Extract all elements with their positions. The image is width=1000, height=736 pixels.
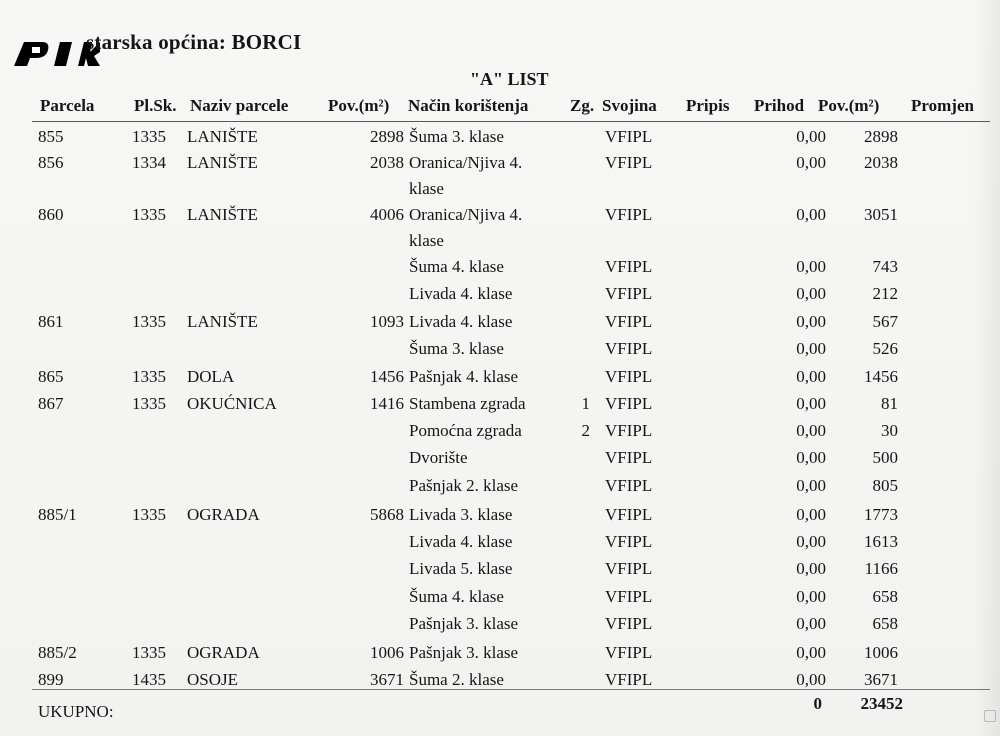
cell-naziv: OGRADA [187,643,260,662]
cell-prihod: 0,00 [796,614,826,633]
cell-prihod: 0,00 [796,448,826,467]
header-svojina: Svojina [602,96,657,115]
cell-svojina: VFIPL [605,448,653,467]
cell-pov2: 2898 [864,127,898,146]
cell-svojina: VFIPL [605,421,653,440]
cell-plsk: 1335 [132,505,166,524]
cell-nacin: Šuma 3. klase [409,339,504,358]
cell-pov2: 567 [872,312,898,331]
cell-pov2: 3051 [864,205,898,224]
cell-parcela: 885/1 [38,505,77,524]
cell-naziv: OKUĆNICA [187,394,277,413]
cell-pov: 3671 [370,670,404,689]
cell-pov: 1006 [370,643,404,662]
cell-pov2: 1773 [864,505,898,524]
cell-svojina: VFIPL [605,284,653,303]
cell-naziv: LANIŠTE [187,153,258,172]
cell-parcela: 856 [38,153,64,172]
cell-zg: 1 [581,394,590,413]
total-divider [32,689,990,690]
cell-plsk: 1335 [132,643,166,662]
cell-svojina: VFIPL [605,587,653,606]
cell-nacin: Pašnjak 3. klase [409,643,519,662]
cell-pov: 1093 [370,312,404,331]
cell-plsk: 1335 [132,312,166,331]
header-plsk: Pl.Sk. [134,96,177,115]
cell-nacin: Stambena zgrada [409,394,526,413]
cell-naziv: LANIŠTE [187,205,258,224]
cell-plsk: 1334 [132,153,166,172]
cell-pov2: 2038 [864,153,898,172]
cell-prihod: 0,00 [796,367,826,386]
cell-pov2: 3671 [864,670,898,689]
cell-parcela: 885/2 [38,643,77,662]
cell-prihod: 0,00 [796,153,826,172]
header-parcela: Parcela [40,96,95,115]
cell-svojina: VFIPL [605,505,653,524]
cell-prihod: 0,00 [796,421,826,440]
header-pripis: Pripis [686,96,730,115]
cell-svojina: VFIPL [605,339,653,358]
cell-prihod: 0,00 [796,559,826,578]
cell-svojina: VFIPL [605,205,653,224]
cell-pov2: 526 [872,339,898,358]
cell-prihod: 0,00 [796,532,826,551]
cell-pov: 1456 [370,367,404,386]
header-promjena: Promjen [911,96,974,115]
cell-nacin: Šuma 4. klase [409,587,504,606]
scan-mark-icon [984,710,996,722]
cell-nacin: Livada 3. klase [409,505,513,524]
cell-nacin: Pašnjak 2. klase [409,476,519,495]
cell-svojina: VFIPL [605,312,653,331]
total-prihod: 0 [813,694,822,713]
header-naziv: Naziv parcele [190,96,289,115]
header-prihod: Prihod [754,96,805,115]
cell-prihod: 0,00 [796,205,826,224]
cell-pov2: 500 [872,448,898,467]
cell-plsk: 1435 [132,670,166,689]
cell-nacin: Šuma 3. klase [409,127,504,146]
cell-prihod: 0,00 [796,476,826,495]
cell-prihod: 0,00 [796,505,826,524]
cell-pov: 1416 [370,394,404,413]
header-pov: Pov.(m²) [328,96,390,115]
cell-pov2: 30 [881,421,898,440]
cell-svojina: VFIPL [605,559,653,578]
cell-parcela: 865 [38,367,64,386]
cell-svojina: VFIPL [605,367,653,386]
cell-nacin: Šuma 2. klase [409,670,504,689]
cell-pov2: 1613 [864,532,898,551]
cell-nacin: Oranica/Njiva 4. [409,153,523,172]
cell-svojina: VFIPL [605,670,653,689]
cell-naziv: LANIŠTE [187,312,258,331]
cell-zg: 2 [581,421,590,440]
cell-prihod: 0,00 [796,643,826,662]
cell-pov2: 212 [872,284,898,303]
cell-parcela: 860 [38,205,64,224]
cell-prihod: 0,00 [796,339,826,358]
cell-pov: 5868 [370,505,404,524]
cell-plsk: 1335 [132,394,166,413]
cell-nacin: klase [409,231,444,250]
cell-prihod: 0,00 [796,394,826,413]
cell-prihod: 0,00 [796,587,826,606]
header-divider [32,121,990,122]
cell-pov2: 658 [872,614,898,633]
cell-nacin: Oranica/Njiva 4. [409,205,523,224]
cell-pov: 4006 [370,205,404,224]
cell-svojina: VFIPL [605,257,653,276]
cell-plsk: 1335 [132,127,166,146]
cell-svojina: VFIPL [605,614,653,633]
cell-naziv: OSOJE [187,670,239,689]
cell-svojina: VFIPL [605,476,653,495]
cell-pov2: 1006 [864,643,898,662]
cell-nacin: Livada 4. klase [409,284,513,303]
cell-pov2: 743 [872,257,898,276]
cell-pov: 2898 [370,127,404,146]
cell-parcela: 867 [38,394,64,413]
cell-plsk: 1335 [132,367,166,386]
cell-parcela: 855 [38,127,64,146]
cell-parcela: 861 [38,312,64,331]
cell-pov2: 658 [872,587,898,606]
header-zg: Zg. [570,96,595,115]
total-label: UKUPNO: [38,702,114,721]
cell-naziv: LANIŠTE [187,127,258,146]
cell-prihod: 0,00 [796,670,826,689]
cell-nacin: Pašnjak 3. klase [409,614,519,633]
page-edge-shadow [974,0,1000,736]
cell-prihod: 0,00 [796,312,826,331]
cell-nacin: Dvorište [409,448,468,467]
cell-svojina: VFIPL [605,153,653,172]
cell-nacin: Livada 4. klase [409,532,513,551]
cell-prihod: 0,00 [796,284,826,303]
total-pov2: 23452 [860,694,903,713]
cell-nacin: Pašnjak 4. klase [409,367,519,386]
cell-nacin: Pomoćna zgrada [409,421,522,440]
cell-naziv: OGRADA [187,505,260,524]
cell-pov: 2038 [370,153,404,172]
cell-parcela: 899 [38,670,64,689]
cell-svojina: VFIPL [605,394,653,413]
cell-prihod: 0,00 [796,257,826,276]
cell-pov2: 805 [872,476,898,495]
header-pov2: Pov.(m²) [818,96,880,115]
cell-nacin: Šuma 4. klase [409,257,504,276]
cell-svojina: VFIPL [605,532,653,551]
cell-svojina: VFIPL [605,643,653,662]
cell-nacin: Livada 4. klase [409,312,513,331]
cell-naziv: DOLA [187,367,235,386]
cell-nacin: Livada 5. klase [409,559,513,578]
list-title: "A" LIST [470,69,549,89]
cell-pov2: 1456 [864,367,898,386]
cell-plsk: 1335 [132,205,166,224]
cell-nacin: klase [409,179,444,198]
cell-svojina: VFIPL [605,127,653,146]
cell-pov2: 81 [881,394,898,413]
cadastral-heading: starska općina: BORCI [86,30,302,54]
cell-pov2: 1166 [864,559,898,578]
header-nacin: Način korištenja [408,96,529,115]
cell-prihod: 0,00 [796,127,826,146]
